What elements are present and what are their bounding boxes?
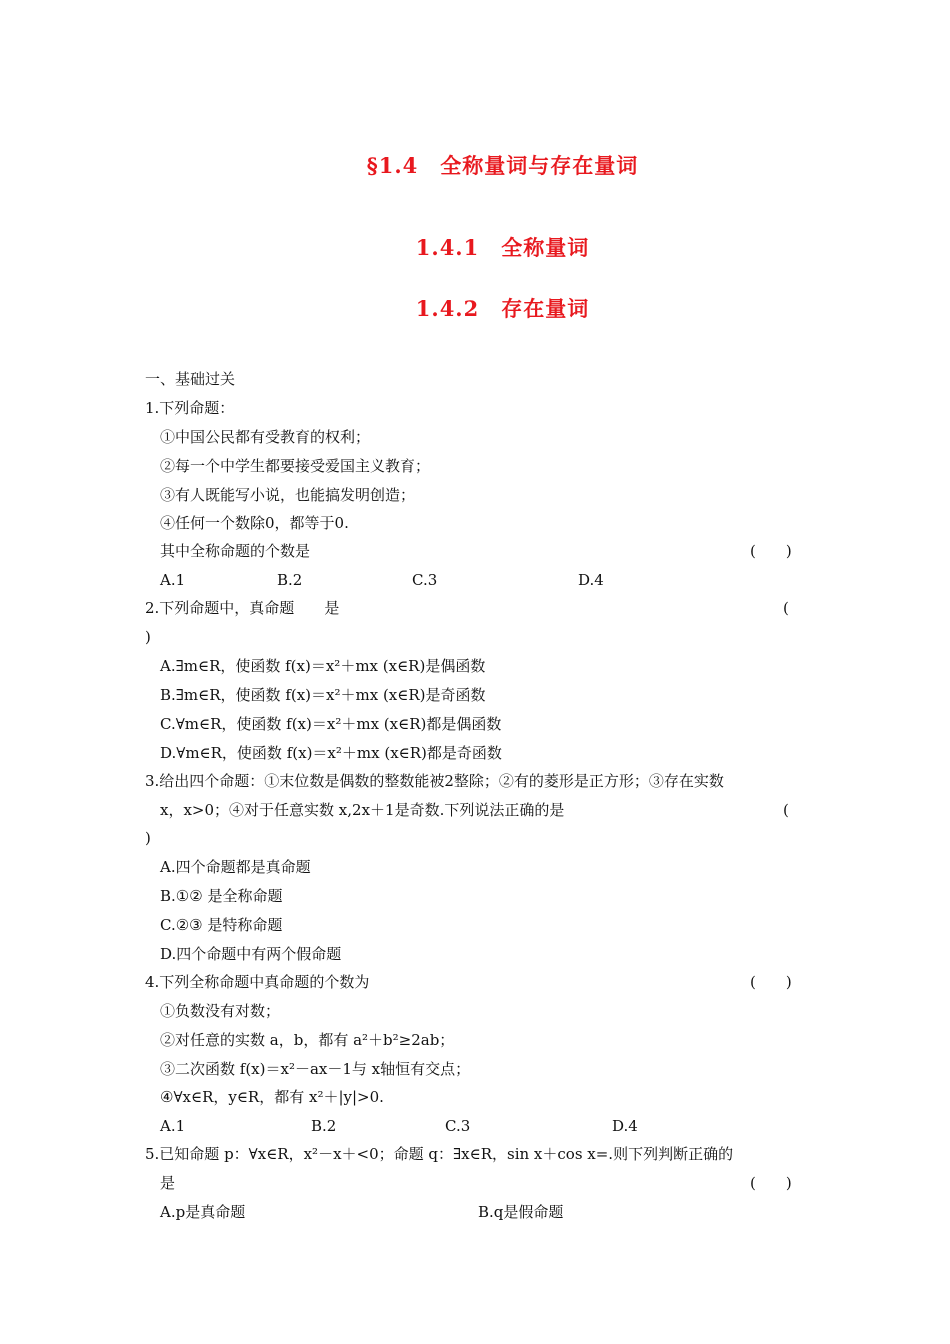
- q1-option-a: A.1: [160, 571, 186, 589]
- q4-item-3: ③二次函数 f(x)＝x²－ax－1与 x轴恒有交点；: [160, 1060, 471, 1078]
- q3-option-d: D.四个命题中有两个假命题: [160, 945, 342, 963]
- q3-bracket-open: (: [783, 801, 789, 819]
- q4-item-2: ②对任意的实数 a，b，都有 a²＋b²≥2ab；: [160, 1031, 455, 1049]
- q3-option-c: C.②③ 是特称命题: [160, 916, 283, 934]
- q5-stem-line-2: 是: [160, 1174, 176, 1192]
- q5-stem-line-1: 5.已知命题 p：∀x∈R，x²－x＋<0；命题 q：∃x∈R，sin x＋cos x=.则下列判断正确的: [145, 1145, 734, 1163]
- q4-option-b: B.2: [311, 1117, 337, 1135]
- q4-answer-bracket: ( ): [750, 973, 792, 991]
- q1-option-d: D.4: [578, 571, 604, 589]
- q4-option-d: D.4: [612, 1117, 638, 1135]
- q4-stem: 4.下列全称命题中真命题的个数为: [145, 973, 370, 991]
- q1-answer-bracket: ( ): [750, 542, 792, 560]
- q3-option-a: A.四个命题都是真命题: [160, 858, 311, 876]
- q4-item-4: ④∀x∈R，y∈R，都有 x²＋|y|>0.: [160, 1088, 384, 1106]
- q2-option-c: C.∀m∈R，使函数 f(x)＝x²＋mx (x∈R)都是偶函数: [160, 715, 502, 733]
- q1-item-3: ③有人既能写小说，也能搞发明创造；: [160, 486, 416, 504]
- q2-bracket-open: (: [783, 599, 789, 617]
- q4-option-a: A.1: [160, 1117, 186, 1135]
- main-title: §1.4 全称量词与存在量词: [366, 153, 639, 178]
- q5-answer-bracket: ( ): [750, 1174, 792, 1192]
- q3-bracket-close: ): [145, 829, 151, 847]
- q5-option-b: B.q是假命题: [478, 1203, 564, 1221]
- q3-option-b: B.①② 是全称命题: [160, 887, 283, 905]
- q2-option-d: D.∀m∈R，使函数 f(x)＝x²＋mx (x∈R)都是奇函数: [160, 744, 502, 762]
- subtitle-1-4-2: 1.4.2 存在量词: [415, 296, 590, 321]
- q4-item-1: ①负数没有对数；: [160, 1002, 281, 1020]
- q1-option-b: B.2: [277, 571, 303, 589]
- q3-stem-line-1: 3.给出四个命题：①末位数是偶数的整数能被2整除；②有的菱形是正方形；③存在实数: [145, 772, 724, 790]
- q5-option-a: A.p是真命题: [160, 1203, 246, 1221]
- q4-option-c: C.3: [445, 1117, 471, 1135]
- q2-stem: 2.下列命题中，真命题 是: [145, 599, 340, 617]
- q2-bracket-close: ): [145, 628, 151, 646]
- section-heading: 一、基础过关: [145, 370, 236, 388]
- q1-item-4: ④任何一个数除0，都等于0.: [160, 514, 349, 532]
- q3-stem-line-2: x，x>0；④对于任意实数 x,2x＋1是奇数.下列说法正确的是: [160, 801, 565, 819]
- q1-option-c: C.3: [412, 571, 438, 589]
- q2-option-b: B.∃m∈R，使函数 f(x)＝x²＋mx (x∈R)是奇函数: [160, 686, 486, 704]
- subtitle-1-4-1: 1.4.1 全称量词: [415, 235, 590, 260]
- q1-ask: 其中全称命题的个数是: [160, 542, 311, 560]
- q1-stem: 1.下列命题：: [145, 399, 235, 417]
- q1-item-2: ②每一个中学生都要接受爱国主义教育；: [160, 457, 431, 475]
- q2-option-a: A.∃m∈R，使函数 f(x)＝x²＋mx (x∈R)是偶函数: [160, 657, 486, 675]
- q1-item-1: ①中国公民都有受教育的权利；: [160, 428, 371, 446]
